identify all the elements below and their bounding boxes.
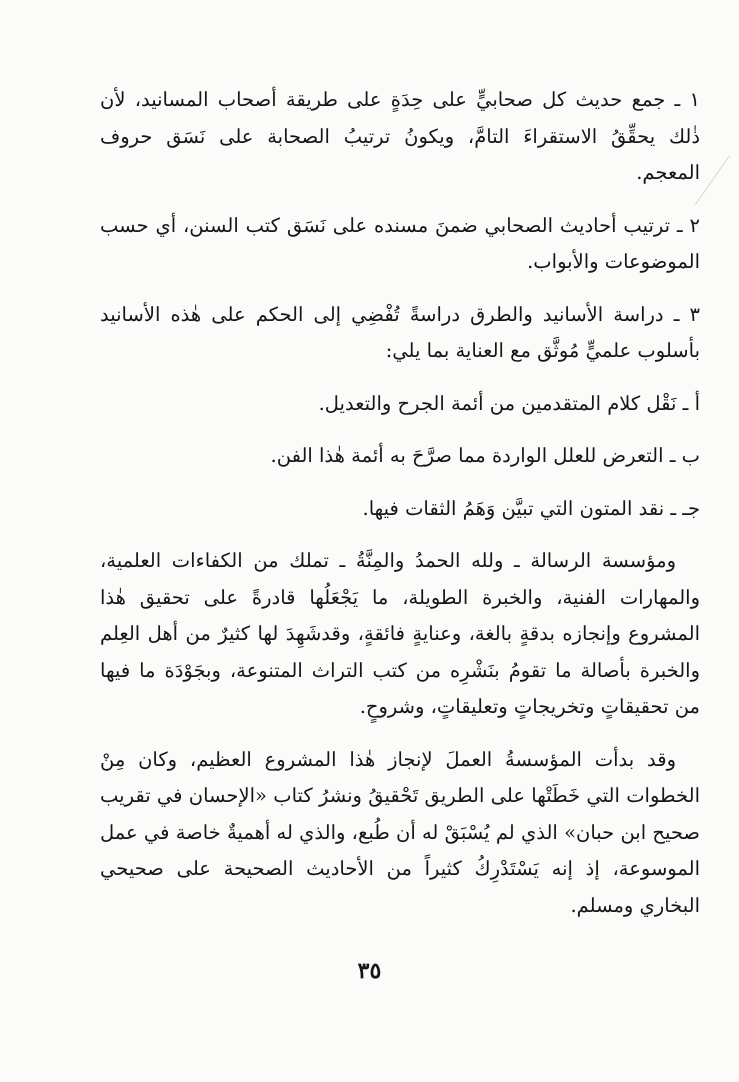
page-text [100,82,700,940]
list-item: ١ ـ جمع حديث كل صحابيٍّ على حِدَةٍ على طريقة أصحاب المسانيد، لأن ذٰلك يحقِّقُ الاستقراءَ التامَّ، ويكونُ ترتيبُ الصحابة على نَسَق حروف المعجم. [100,88,700,184]
body-paragraph: ومؤسسة الرسالة ـ ولله الحمدُ والمِنَّةُ ـ تملك من الكفاءات العلمية، والمهارات الفنية، والخبرة الطويلة، ما يَجْعَلُها قادرةً على تحقيق هٰذا المشروع وإنجازه بدقةٍ بالغة، وعنايةٍ فائقةٍ، وقدشَهِدَ لها كثيرٌ من أهل العِلم والخبرة بأصالة ما تقومُ بنَشْرِه من كتب التراث المتنوعة، وبجَوْدَة ما فيها من تحقيقاتٍ وتخريجاتٍ وتعليقاتٍ، وشروحٍ. [100,549,700,718]
list-item: ٢ ـ ترتيب أحاديث الصحابي ضمنَ مسنده على نَسَق كتب السنن، أي حسب الموضوعات والأبواب. [100,213,700,273]
sub-list-item: جـ ـ نقد المتون التي تبيَّن وَهَمُ الثقات فيها. [362,496,700,520]
body-paragraph: وقد بدأت المؤسسةُ العملَ لإنجاز هٰذا المشروع العظيم، وكان مِنْ الخطوات التي خَطَتْها على الطريق تَحْقيقُ ونشرُ كتاب «الإحسان في تقريب صحيح ابن حبان» الذي لم يُسْبَقْ له أن طُبع، والذي له أهميةٌ خاصة في عمل الموسوعة، إذ إنه يَسْتَدْرِكُ كثيراً من الأحاديث الصحيحة على صحيحي البخاري ومسلم. [100,747,700,917]
sub-list-item: ب ـ التعرض للعلل الواردة مما صرَّحَ به أئمة هٰذا الفن. [270,444,700,467]
margin-mark [695,155,730,205]
sub-list-item: أ ـ نَقْل كلام المتقدمين من أئمة الجرح والتعديل. [318,391,700,415]
list-item: ٣ ـ دراسة الأسانيد والطرق دراسةً تُفْضِي إلى الحكم على هٰذه الأسانيد بأسلوب علميٍّ مُوثَّق مع العناية بما يلي: [100,302,700,362]
page-number: ٣٥ [357,958,382,984]
